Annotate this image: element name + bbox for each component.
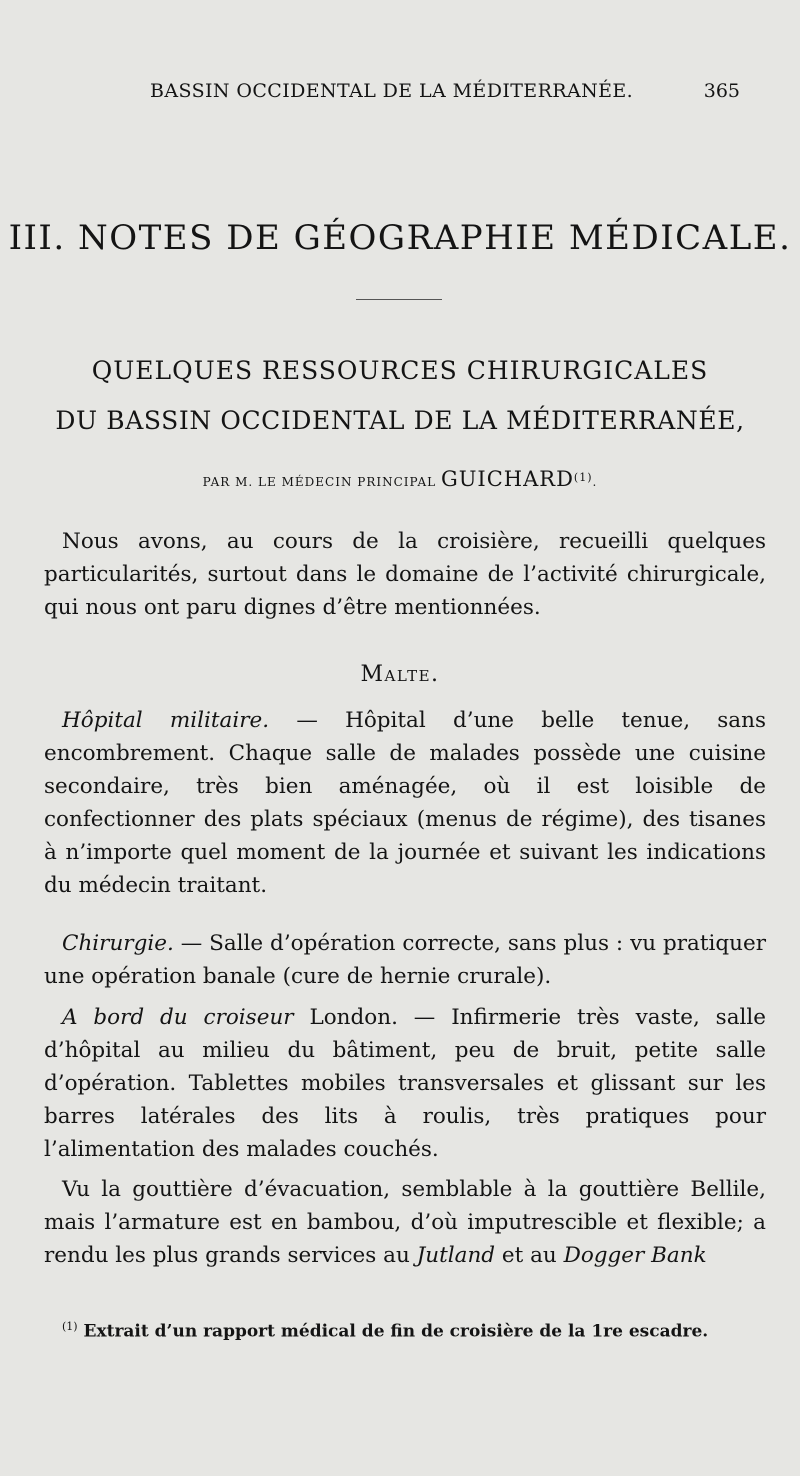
paragraph-gouttiere (44, 1173, 766, 1272)
article-title-line-2: DU BASSIN OCCIDENTAL DE LA MÉDITERRANÉE, (55, 406, 745, 435)
paragraph-lead: A bord du croiseur (62, 1005, 294, 1030)
divider-rule (356, 299, 442, 300)
footnote-mark: (1) (62, 1320, 78, 1333)
page-number: 365 (703, 80, 740, 102)
paragraph-croiseur-london (44, 1001, 766, 1166)
byline (0, 467, 800, 491)
running-head (150, 80, 740, 110)
paragraph-hopital-militaire (44, 704, 766, 902)
byline-footnote-mark: (1) (573, 471, 593, 484)
paragraph-text: et au (495, 1243, 564, 1268)
subsection-heading: Malte. (360, 662, 440, 687)
byline-prefix: PAR M. LE MÉDECIN PRINCIPAL (202, 475, 441, 489)
byline-author: GUICHARD (440, 467, 574, 491)
paragraph-text: Vu la gouttière d’évacuation, semblable à la gouttière Bellile, mais l’armature est en bambou, d’où imputrescible et flexible; a rendu les plus grands services au (44, 1177, 766, 1268)
section-heading: III. NOTES DE GÉOGRAPHIE MÉDICALE. (8, 218, 792, 258)
paragraph-chirurgie (44, 927, 766, 993)
paragraph-text: — Salle d’opération correcte, sans plus : vu pratiquer une opération banale (cure de hernie crurale). (44, 931, 766, 989)
paragraph-lead: Chirurgie. (62, 931, 174, 956)
ship-name: Dogger Bank (563, 1243, 707, 1268)
paragraph-lead: Hôpital militaire. (62, 708, 270, 733)
intro-paragraph: Nous avons, au cours de la croisière, recueilli quelques particularités, surtout dans le domaine de l’activité chirurgicale, qui nous ont paru dignes d’être mentionnées. (44, 529, 766, 620)
article-title-line-1: QUELQUES RESSOURCES CHIRURGICALES (91, 356, 709, 385)
paragraph-text: London. — Infirmerie très vaste, salle d’hôpital au milieu du bâtiment, peu de bruit, petite salle d’opération. Tablettes mobiles transversales et glissant sur les barres latérales des lits à roulis, très pratiques pour l’alimentation des malades couchés. (44, 1005, 766, 1162)
footnote-text: Extrait d’un rapport médical de fin de croisière de la 1re escadre. (77, 1321, 709, 1342)
running-title: BASSIN OCCIDENTAL DE LA MÉDITERRANÉE. (150, 80, 634, 102)
ship-name: Jutland (416, 1243, 496, 1268)
byline-suffix: . (592, 475, 598, 489)
footnote (62, 1320, 762, 1342)
paragraph-text: — Hôpital d’une belle tenue, sans encombrement. Chaque salle de malades possède une cuisine secondaire, très bien aménagée, où il est loisible de confectionner des plats spéciaux (menus de régime), des tisanes à n’importe quel moment de la journée et suivant les indications du médecin traitant. (44, 708, 767, 898)
